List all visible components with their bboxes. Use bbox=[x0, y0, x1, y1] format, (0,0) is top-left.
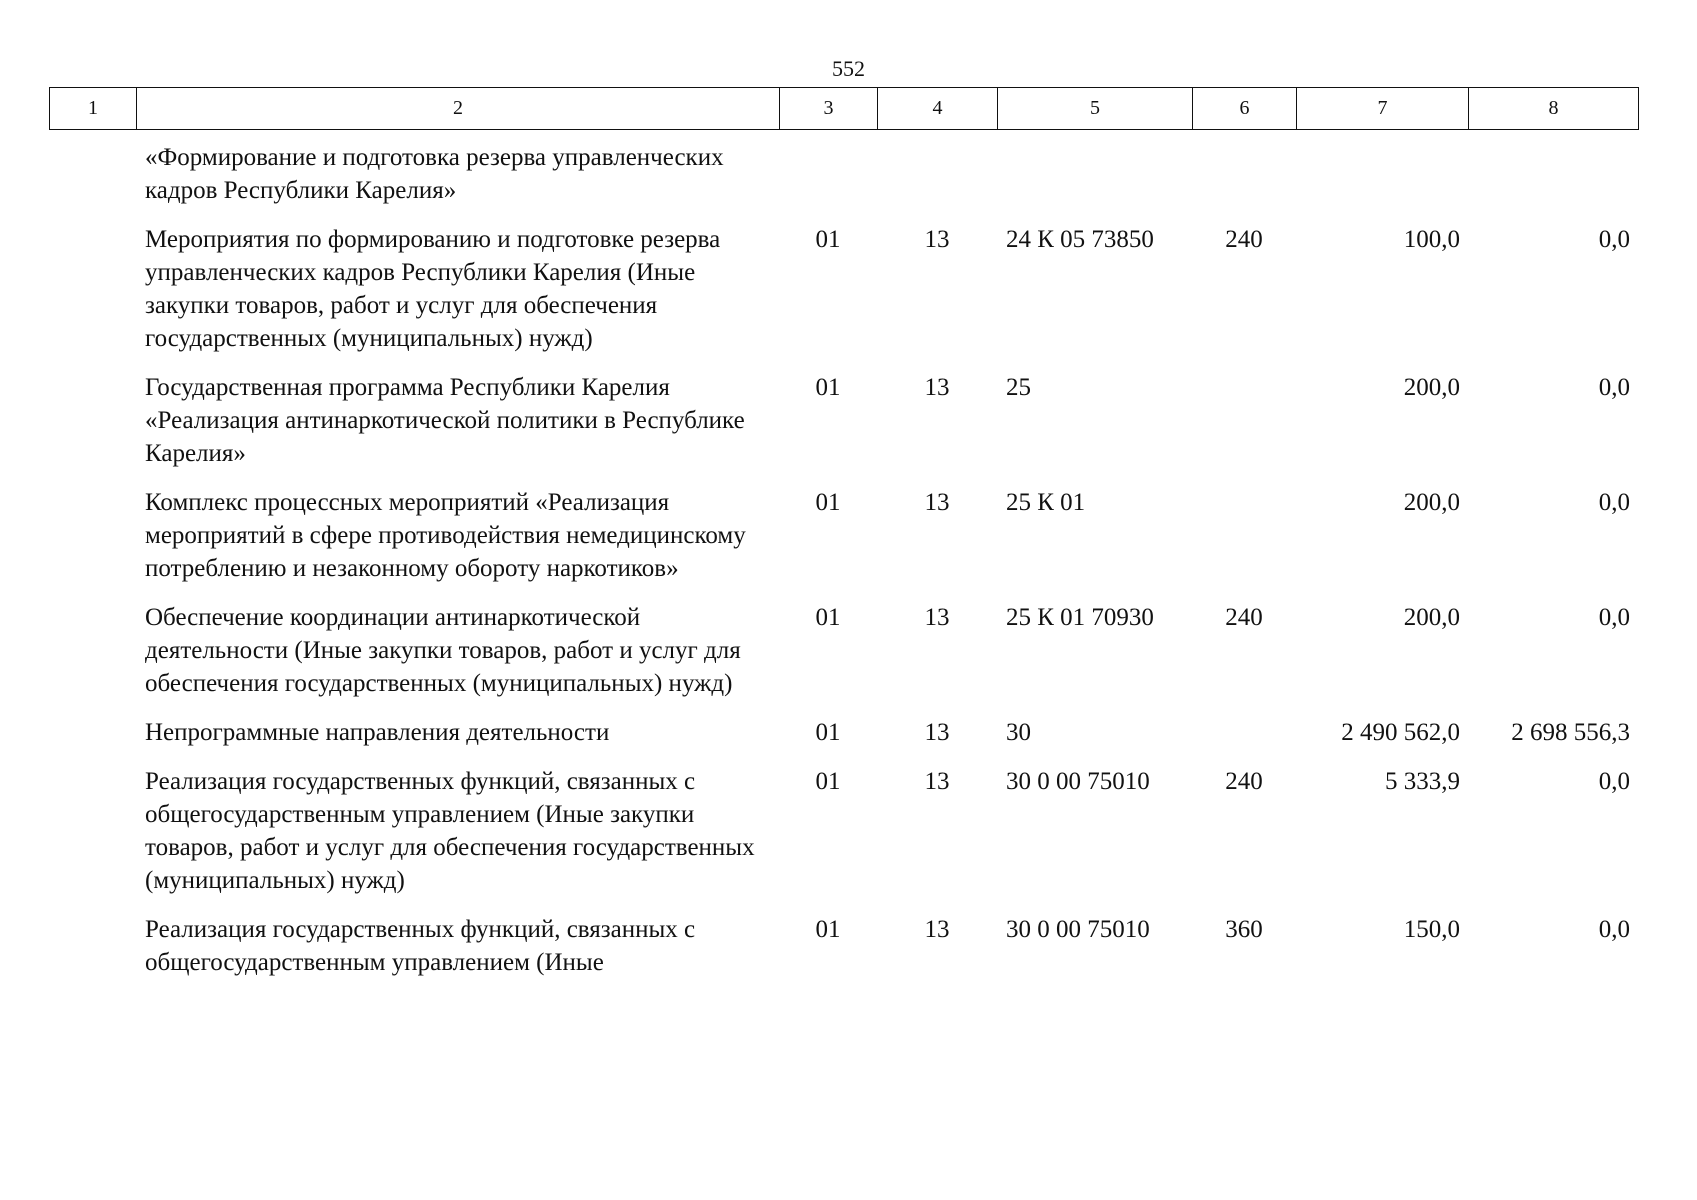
column-number-5: 5 bbox=[998, 88, 1193, 130]
row-amount-1: 2 490 562,0 bbox=[1341, 719, 1460, 746]
table-row bbox=[49, 223, 1638, 371]
row-amount-2: 0,0 bbox=[1598, 374, 1630, 401]
row-code: 30 0 00 75010 bbox=[1006, 768, 1150, 795]
column-number-7: 7 bbox=[1297, 88, 1469, 130]
row-subsection: 13 bbox=[924, 226, 950, 253]
row-subsection: 13 bbox=[924, 604, 950, 631]
row-amount-2 bbox=[1468, 130, 1638, 223]
row-type: 240 bbox=[1225, 226, 1263, 253]
row-amount-2: 2 698 556,3 bbox=[1511, 719, 1630, 746]
page-number: 552 bbox=[832, 56, 865, 81]
row-name: Обеспечение координации антинаркотической деятельности (Иные закупки товаров, работ и услуг для обеспечения государственных (муниципальных) нужд) bbox=[145, 604, 741, 697]
row-number-cell bbox=[49, 371, 136, 486]
row-amount-1: 100,0 bbox=[1403, 226, 1460, 253]
row-name: Непрограммные направления деятельности bbox=[145, 719, 610, 746]
row-section: 01 bbox=[815, 226, 841, 253]
row-number-cell bbox=[49, 486, 136, 601]
row-name: Мероприятия по формированию и подготовке резерва управленческих кадров Республики Карелия (Иные закупки товаров, работ и услуг для обеспечения государственных (муниципальных) нужд) bbox=[145, 226, 721, 352]
table-row bbox=[49, 486, 1638, 601]
row-type: 360 bbox=[1225, 916, 1263, 943]
row-number-cell bbox=[49, 223, 136, 371]
row-section: 01 bbox=[815, 768, 841, 795]
row-type bbox=[1192, 716, 1296, 765]
row-amount-2: 0,0 bbox=[1598, 226, 1630, 253]
row-code bbox=[997, 130, 1192, 223]
row-name: Комплекс процессных мероприятий «Реализация мероприятий в сфере противодействия немедицинскому потреблению и незаконному обороту наркотиков» bbox=[145, 489, 746, 582]
column-number-6: 6 bbox=[1193, 88, 1297, 130]
row-amount-1: 150,0 bbox=[1403, 916, 1460, 943]
row-number-cell bbox=[49, 130, 136, 223]
row-amount-1: 200,0 bbox=[1403, 374, 1460, 401]
row-type: 240 bbox=[1225, 768, 1263, 795]
table-row bbox=[49, 765, 1638, 913]
budget-table bbox=[49, 130, 1638, 995]
row-code: 25 bbox=[1006, 374, 1031, 401]
row-amount-2: 0,0 bbox=[1598, 604, 1630, 631]
row-amount-2: 0,0 bbox=[1598, 916, 1630, 943]
column-number-2: 2 bbox=[137, 88, 780, 130]
row-type bbox=[1192, 371, 1296, 486]
row-type bbox=[1192, 486, 1296, 601]
column-number-4: 4 bbox=[878, 88, 998, 130]
row-section bbox=[779, 130, 877, 223]
table-row bbox=[49, 371, 1638, 486]
column-number-8: 8 bbox=[1469, 88, 1639, 130]
row-code: 30 bbox=[1006, 719, 1031, 746]
column-number-header bbox=[49, 87, 1639, 130]
row-subsection: 13 bbox=[924, 719, 950, 746]
row-amount-1: 200,0 bbox=[1403, 604, 1460, 631]
row-name: «Формирование и подготовка резерва управленческих кадров Республики Карелия» bbox=[145, 144, 724, 204]
row-number-cell bbox=[49, 601, 136, 716]
row-section: 01 bbox=[815, 719, 841, 746]
row-name: Государственная программа Республики Карелия «Реализация антинаркотической политики в Республике Карелия» bbox=[145, 374, 745, 467]
row-amount-2: 0,0 bbox=[1598, 768, 1630, 795]
row-amount-1 bbox=[1296, 130, 1468, 223]
row-subsection: 13 bbox=[924, 489, 950, 516]
row-section: 01 bbox=[815, 604, 841, 631]
row-type: 240 bbox=[1225, 604, 1263, 631]
row-section: 01 bbox=[815, 489, 841, 516]
row-code: 25 К 01 bbox=[1006, 489, 1086, 516]
row-code: 30 0 00 75010 bbox=[1006, 916, 1150, 943]
row-type bbox=[1192, 130, 1296, 223]
column-number-1: 1 bbox=[50, 88, 137, 130]
row-name: Реализация государственных функций, связанных с общегосударственным управлением (Иные закупки товаров, работ и услуг для обеспечения государственных (муниципальных) нужд) bbox=[145, 768, 755, 894]
row-section: 01 bbox=[815, 916, 841, 943]
row-amount-1: 200,0 bbox=[1403, 489, 1460, 516]
row-subsection bbox=[877, 130, 997, 223]
row-number-cell bbox=[49, 765, 136, 913]
row-amount-2: 0,0 bbox=[1598, 489, 1630, 516]
table-row bbox=[49, 601, 1638, 716]
table-row bbox=[49, 130, 1638, 223]
table-row bbox=[49, 913, 1638, 995]
row-subsection: 13 bbox=[924, 374, 950, 401]
row-number-cell bbox=[49, 913, 136, 995]
row-code: 24 К 05 73850 bbox=[1006, 226, 1154, 253]
row-subsection: 13 bbox=[924, 768, 950, 795]
row-section: 01 bbox=[815, 374, 841, 401]
column-number-row bbox=[50, 88, 1639, 130]
table-row bbox=[49, 716, 1638, 765]
row-amount-1: 5 333,9 bbox=[1385, 768, 1460, 795]
row-subsection: 13 bbox=[924, 916, 950, 943]
row-name: Реализация государственных функций, связанных с общегосударственным управлением (Иные bbox=[145, 916, 696, 976]
row-number-cell bbox=[49, 716, 136, 765]
row-code: 25 К 01 70930 bbox=[1006, 604, 1154, 631]
column-number-3: 3 bbox=[780, 88, 878, 130]
